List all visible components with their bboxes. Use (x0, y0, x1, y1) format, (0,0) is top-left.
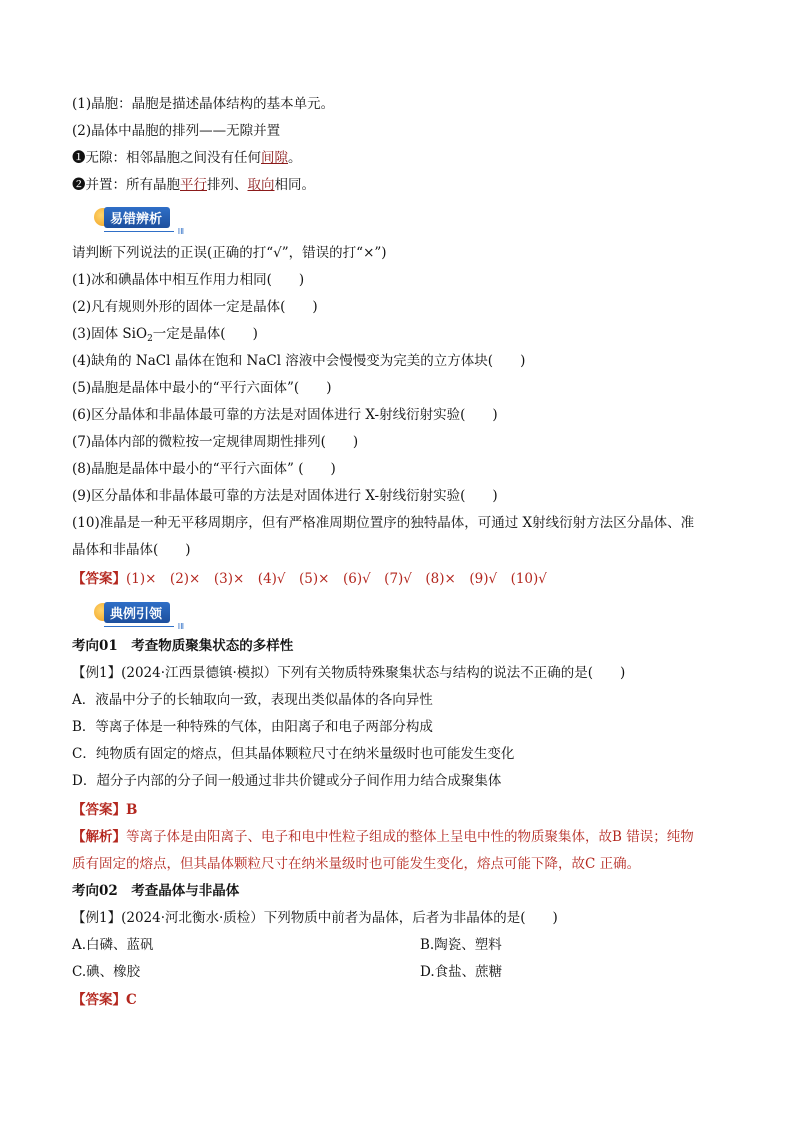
judge-item: (6)区分晶体和非晶体最可靠的方法是对固体进行 X-射线衍射实验( ) (72, 407, 498, 423)
answer-line (72, 569, 547, 589)
badge-rule (104, 231, 174, 232)
badge-label: 典例引领 (104, 602, 170, 623)
text-line: (2)晶体中晶胞的排列——无隙并置 (72, 123, 281, 139)
judge-item: (2)凡有规则外形的固体一定是晶体( ) (72, 299, 318, 315)
text-line (72, 175, 315, 195)
judge-item: (4)缺角的 NaCl 晶体在饱和 NaCl 溶液中会慢慢变为完美的立方体块( ) (72, 353, 526, 369)
badge-tail-icon: ⅠⅡ (177, 227, 185, 236)
topic-title: 考向02 考查晶体与非晶体 (72, 883, 240, 899)
answer-line: 【答案】B (72, 802, 138, 818)
text-line (72, 148, 302, 168)
option: A.白磷、蓝矾 (72, 937, 154, 953)
text: ❶无隙：相邻晶胞之间没有任何 (72, 150, 261, 166)
badge-rule (104, 626, 174, 627)
underlined-term: 间隙 (261, 150, 288, 166)
text: 。 (288, 150, 302, 166)
option: A．液晶中分子的长轴取向一致，表现出类似晶体的各向异性 (72, 692, 433, 708)
answer-text: (1)× (2)× (3)× (4)√ (5)× (6)√ (7)√ (8)× (9)√ (10)√ (126, 571, 547, 587)
judge-item: (8)晶胞是晶体中最小的“平行六面体” ( ) (72, 461, 336, 477)
option: C.碘、橡胶 (72, 964, 141, 980)
option: B.陶瓷、塑料 (420, 937, 502, 953)
analysis-line (72, 827, 694, 847)
question-stem: 【例1】(2024·河北衡水·质检）下列物质中前者为晶体，后者为非晶体的是( ) (72, 910, 558, 926)
section-badge-examples (98, 601, 185, 631)
judge-item: (5)晶胞是晶体中最小的“平行六面体”( ) (72, 380, 332, 396)
judge-item (72, 324, 258, 349)
analysis-label: 【解析】 (72, 829, 126, 845)
text: 排列、 (207, 177, 248, 193)
judge-item: 晶体和非晶体( ) (72, 542, 191, 558)
option: B．等离子体是一种特殊的气体，由阳离子和电子两部分构成 (72, 719, 433, 735)
topic-title: 考向01 考查物质聚集状态的多样性 (72, 638, 294, 654)
text: 相同。 (274, 177, 315, 193)
underlined-term: 取向 (247, 177, 275, 193)
text: (3)固体 SiO (72, 326, 148, 342)
judge-item: (10)准晶是一种无平移周期序，但有严格准周期位置序的独特晶体，可通过 X射线衍射方法区分晶体、准 (72, 515, 695, 531)
option: D.食盐、蔗糖 (420, 964, 503, 980)
section-badge-errors (98, 206, 185, 236)
badge-tail-icon: ⅠⅡ (177, 622, 185, 631)
judge-intro: 请判断下列说法的正误(正确的打“√”，错误的打“×”) (72, 245, 387, 261)
judge-item: (9)区分晶体和非晶体最可靠的方法是对固体进行 X-射线衍射实验( ) (72, 488, 498, 504)
judge-item: (1)冰和碘晶体中相互作用力相同( ) (72, 272, 305, 288)
text: ❷并置：所有晶胞 (72, 177, 180, 193)
judge-item: (7)晶体内部的微粒按一定规律周期性排列( ) (72, 434, 359, 450)
analysis-text: 等离子体是由阳离子、电子和电中性粒子组成的整体上呈电中性的物质聚集体，故B 错误；纯物 (126, 829, 694, 845)
question-stem: 【例1】(2024·江西景德镇·模拟）下列有关物质特殊聚集状态与结构的说法不正确的是( ) (72, 665, 626, 681)
answer-label: 【答案】 (72, 571, 126, 587)
option: C．纯物质有固定的熔点，但其晶体颗粒尺寸在纳米量级时也可能发生变化 (72, 746, 515, 762)
subscript: 2 (147, 334, 153, 344)
badge-label: 易错辨析 (104, 207, 170, 228)
analysis-line: 质有固定的熔点，但其晶体颗粒尺寸在纳米量级时也可能发生变化，熔点可能下降，故C 正确。 (72, 856, 641, 872)
option: D．超分子内部的分子间一般通过非共价键或分子间作用力结合成聚集体 (72, 773, 502, 789)
answer-line: 【答案】C (72, 992, 137, 1008)
underlined-term: 平行 (180, 177, 207, 193)
text: 一定是晶体( ) (152, 326, 258, 342)
text-line: (1)晶胞：晶胞是描述晶体结构的基本单元。 (72, 96, 335, 112)
